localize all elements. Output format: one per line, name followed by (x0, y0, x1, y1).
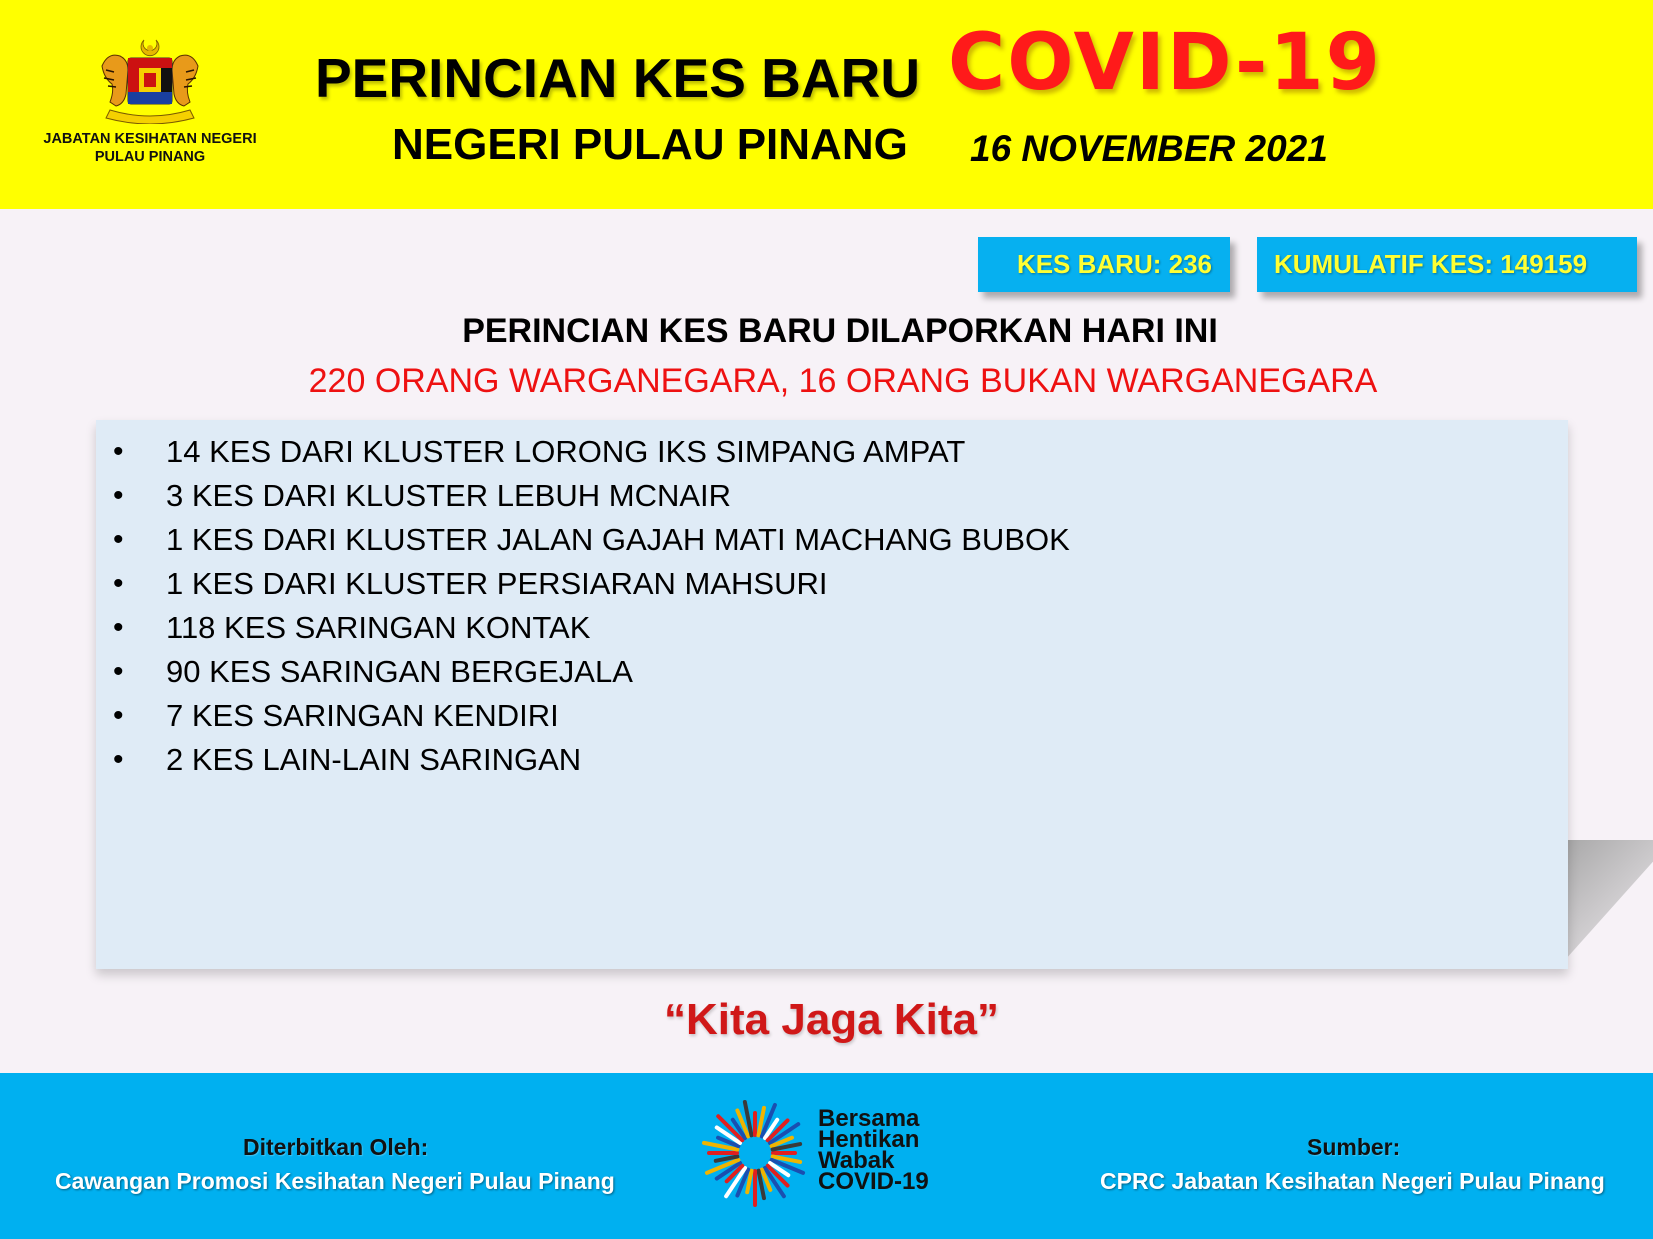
bullet-icon: • (113, 743, 124, 776)
coat-of-arms-icon (88, 36, 212, 124)
panel-shadow (1565, 840, 1653, 960)
report-date: 16 NOVEMBER 2021 (970, 128, 1328, 169)
department-name (20, 130, 280, 166)
bullet-icon: • (113, 699, 124, 732)
header-banner (0, 0, 1653, 209)
list-item-text: 3 KES DARI KLUSTER LEBUH MCNAIR (166, 478, 732, 513)
details-heading: PERINCIAN KES BARU DILAPORKAN HARI INI (462, 312, 1218, 350)
new-cases-label: KES BARU: 236 (1016, 249, 1212, 279)
department-logo (20, 36, 280, 176)
nationality-breakdown: 220 ORANG WARGANEGARA, 16 ORANG BUKAN WARGANEGARA (308, 362, 1378, 400)
list-item-text: 14 KES DARI KLUSTER LORONG IKS SIMPANG AMPAT (166, 434, 966, 469)
department-name-line2: PULAU PINANG (94, 149, 206, 165)
list-item-text: 118 KES SARINGAN KONTAK (166, 610, 591, 645)
campaign-line2: Hentikan (818, 1126, 920, 1153)
cumulative-cases-badge (1257, 237, 1637, 292)
bullet-icon: • (113, 479, 124, 512)
slogan: “Kita Jaga Kita” (664, 995, 999, 1044)
list-item-text: 2 KES LAIN-LAIN SARINGAN (166, 742, 582, 777)
department-name-line1: JABATAN KESIHATAN NEGERI (43, 131, 257, 147)
list-item-text: 7 KES SARINGAN KENDIRI (166, 698, 559, 733)
list-item-text: 1 KES DARI KLUSTER PERSIARAN MAHSURI (166, 566, 828, 601)
publisher-name: Cawangan Promosi Kesihatan Negeri Pulau Pinang (55, 1168, 615, 1194)
campaign-logo (700, 1098, 970, 1218)
bullet-icon: • (113, 523, 124, 556)
page-title-highlight: COVID-19 (948, 18, 1382, 108)
list-item-text: 1 KES DARI KLUSTER JALAN GAJAH MATI MACHANG BUBOK (166, 522, 1070, 557)
case-details-panel (96, 420, 1568, 969)
state-title: NEGERI PULAU PINANG (392, 120, 908, 169)
campaign-line3: Wabak (818, 1147, 895, 1174)
publisher-label: Diterbitkan Oleh: (243, 1134, 429, 1160)
bullet-icon: • (113, 611, 124, 644)
footer (0, 1073, 1653, 1239)
bullet-icon: • (113, 435, 124, 468)
cumulative-cases-label: KUMULATIF KES: 149159 (1274, 249, 1588, 279)
source-name: CPRC Jabatan Kesihatan Negeri Pulau Pinang (1100, 1168, 1605, 1194)
bullet-icon: • (113, 655, 124, 688)
page-title: PERINCIAN KES BARU (315, 47, 921, 109)
campaign-text (818, 1105, 929, 1195)
covid-campaign-burst-icon (700, 1098, 810, 1208)
campaign-line1: Bersama (818, 1105, 920, 1132)
new-cases-badge (978, 237, 1230, 292)
source-label: Sumber: (1307, 1134, 1401, 1160)
list-item-text: 90 KES SARINGAN BERGEJALA (166, 654, 633, 689)
bullet-icon: • (113, 567, 124, 600)
campaign-line4: COVID-19 (818, 1168, 929, 1195)
